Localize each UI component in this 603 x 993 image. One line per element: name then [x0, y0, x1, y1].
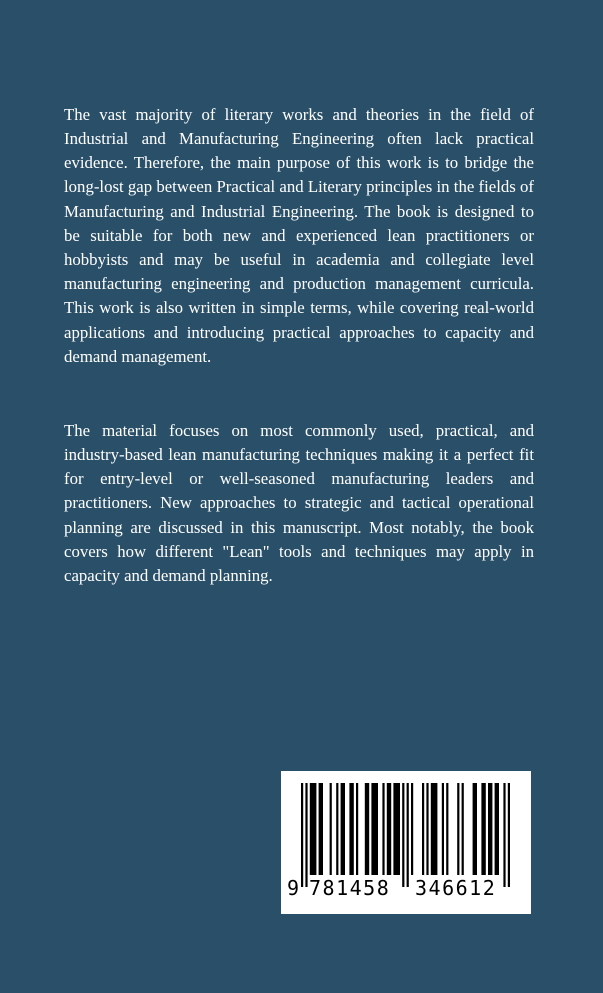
- description-paragraph-2: The material focuses on most commonly used, practical, and industry-based lean manufacturing techniques making it a perfect fit for entry-level or well-seasoned manufacturing leaders and practitioners. New approaches to strategic and tactical operational planning are discussed in this manuscript. Most notably, the book covers how different "Lean" tools and techniques may apply in capacity and demand planning.: [64, 420, 534, 586]
- barcode-right-digits: 346612: [415, 876, 497, 900]
- isbn-barcode: [281, 771, 531, 914]
- barcode-number: [281, 771, 531, 914]
- barcode-first-digit: 9: [287, 876, 300, 900]
- barcode-left-digits: 781458: [309, 876, 391, 900]
- description-paragraph-1: The vast majority of literary works and theories in the field of Industrial and Manufacturing Engineering often lack practical evidence. Therefore, the main purpose of this work is to bridge the long-lost gap between Practical and Literary principles in the fields of Manufacturing and Industrial Engineering. The book is designed to be suitable for both new and experienced lean practitioners or hobbyists and may be useful in academia and collegiate level manufacturing engineering and production management curricula. This work is also written in simple terms, while covering real-world applications and introducing practical approaches to capacity and demand management.: [64, 104, 534, 366]
